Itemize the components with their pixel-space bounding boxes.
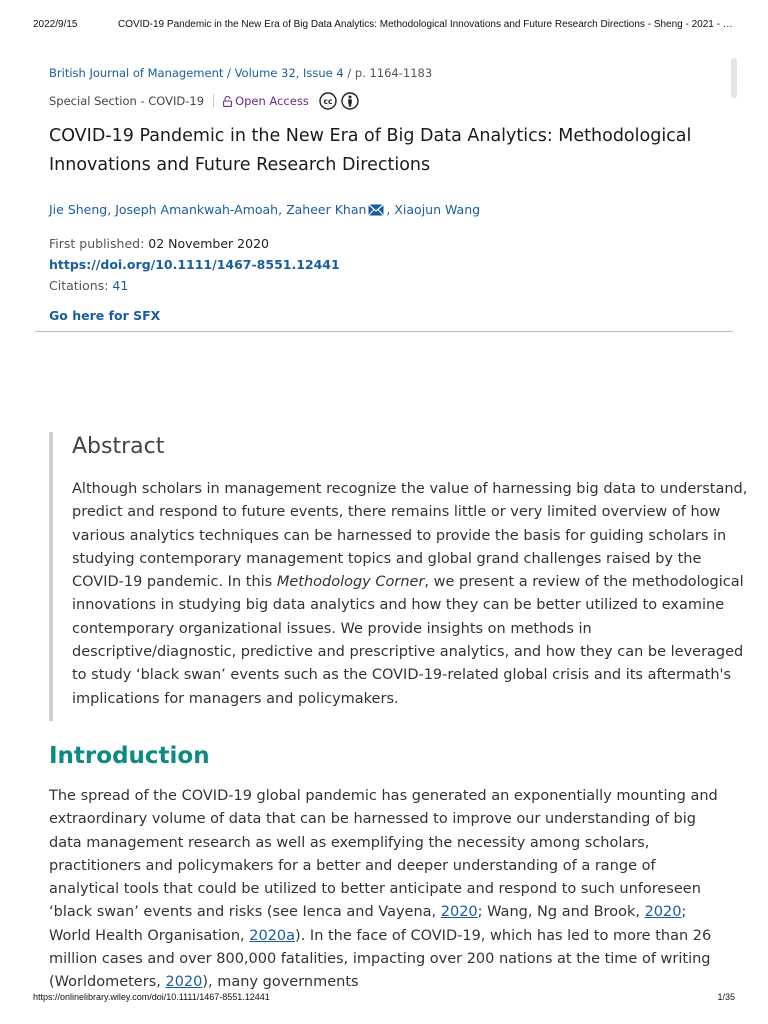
author-comma: , <box>386 202 395 217</box>
citations-count-link[interactable]: 41 <box>112 278 129 293</box>
by-attribution-icon <box>341 92 359 110</box>
introduction-heading: Introduction <box>49 743 210 769</box>
author-link[interactable]: Jie Sheng <box>49 202 108 217</box>
special-section-label[interactable]: Special Section - COVID-19 <box>49 94 205 108</box>
header-divider <box>35 331 733 332</box>
print-date: 2022/9/15 <box>33 19 78 30</box>
journal-link[interactable]: British Journal of Management <box>49 66 224 80</box>
publication-info <box>49 233 739 296</box>
svg-text:cc: cc <box>323 97 333 106</box>
abstract-section <box>49 432 752 721</box>
citation-link[interactable]: 2020 <box>165 974 203 991</box>
citation-link[interactable]: 2020a <box>249 927 296 944</box>
volume-link[interactable]: Volume 32, Issue 4 <box>234 66 344 80</box>
first-published-label: First published: <box>49 236 145 251</box>
author-comma: , <box>278 202 287 217</box>
intro-text-part: ). In the face of COVID-19, which has led to more than 26 million cases and over 800,000 fatalities, impacting over 200 nations at the time of writing (Worldometers, <box>49 927 712 991</box>
breadcrumb-separator: / <box>227 66 235 80</box>
journal-breadcrumb <box>49 66 739 82</box>
open-access-badge[interactable] <box>223 94 309 108</box>
print-title: COVID-19 Pandemic in the New Era of Big Data Analytics: Methodological Innovations and Future Research Directions - Sheng - 2021 - … <box>118 19 733 30</box>
abstract-text-part: Although scholars in management recognize the value of harnessing big data to understand, predict and respond to future events, there remains little or very limited overview of how various analytics techniques can be harnessed to provide the basis for guiding scholars in studying contemporary management topics and global grand challenges raised by the COVID-19 pandemic. In this <box>72 481 748 591</box>
first-published-date: 02 November 2020 <box>148 236 269 251</box>
license-icons[interactable] <box>319 92 359 110</box>
introduction-paragraph <box>49 785 729 995</box>
cc-icon <box>319 92 337 110</box>
intro-text-part: ; Wang, Ng and Brook, <box>477 904 645 921</box>
methodology-corner-italic: Methodology Corner <box>276 574 425 591</box>
citations-label: Citations: <box>49 278 109 293</box>
author-link[interactable]: Joseph Amankwah-Amoah <box>115 202 279 217</box>
abstract-text-part: , we present a review of the methodological innovations in studying big data analytics and how they can be better utilized to examine contemporary organizational issues. We provide insights on methods in descriptive/diagnostic, predictive and prescriptive analytics, and how they can be leveraged to study ‘black swan’ events such as the COVID-19-related global crisis and its aftermath's implications for managers and policymakers. <box>72 574 744 707</box>
page-range: p. 1164-1183 <box>354 66 433 80</box>
open-access-label: Open Access <box>235 94 309 108</box>
divider <box>213 94 214 108</box>
citation-link[interactable]: 2020 <box>644 904 682 921</box>
author-comma: , <box>107 202 116 217</box>
section-line <box>49 92 739 110</box>
author-link[interactable]: Zaheer Khan <box>286 202 367 217</box>
intro-text-part: The spread of the COVID-19 global pandemic has generated an exponentially mounting and extraordinary volume of data that can be harnessed to improve our understanding of big data management research as well as exemplifying the necessity among scholars, practitioners and policymakers for a better and deeper understanding of a range of analytical tools that could be utilized to better anticipate and respond to such unforeseen ‘black swan’ events and risks (see Ienca and Vayena, <box>49 788 718 921</box>
article-meta <box>49 66 739 323</box>
intro-text-part: ), many governments <box>202 974 359 991</box>
corresponding-author-mail-icon[interactable] <box>368 204 384 216</box>
unlock-icon <box>223 96 232 107</box>
abstract-text <box>72 478 752 721</box>
article-title: COVID-19 Pandemic in the New Era of Big Data Analytics: Methodological Innovations and Future Research Directions <box>49 126 692 175</box>
sfx-link[interactable]: Go here for SFX <box>49 308 161 323</box>
author-list <box>49 202 739 217</box>
print-page-number: 1/35 <box>717 992 735 1002</box>
print-url: https://onlinelibrary.wiley.com/doi/10.1111/1467-8551.12441 <box>33 992 270 1002</box>
introduction-section <box>49 740 729 995</box>
author-link[interactable]: Xiaojun Wang <box>394 202 481 217</box>
citation-link[interactable]: 2020 <box>440 904 478 921</box>
doi-link[interactable]: https://doi.org/10.1111/1467-8551.12441 <box>49 257 340 272</box>
abstract-heading: Abstract <box>72 434 165 459</box>
breadcrumb-separator: / <box>347 66 355 80</box>
intro-text-part: ; World Health Organisation, <box>49 904 687 944</box>
